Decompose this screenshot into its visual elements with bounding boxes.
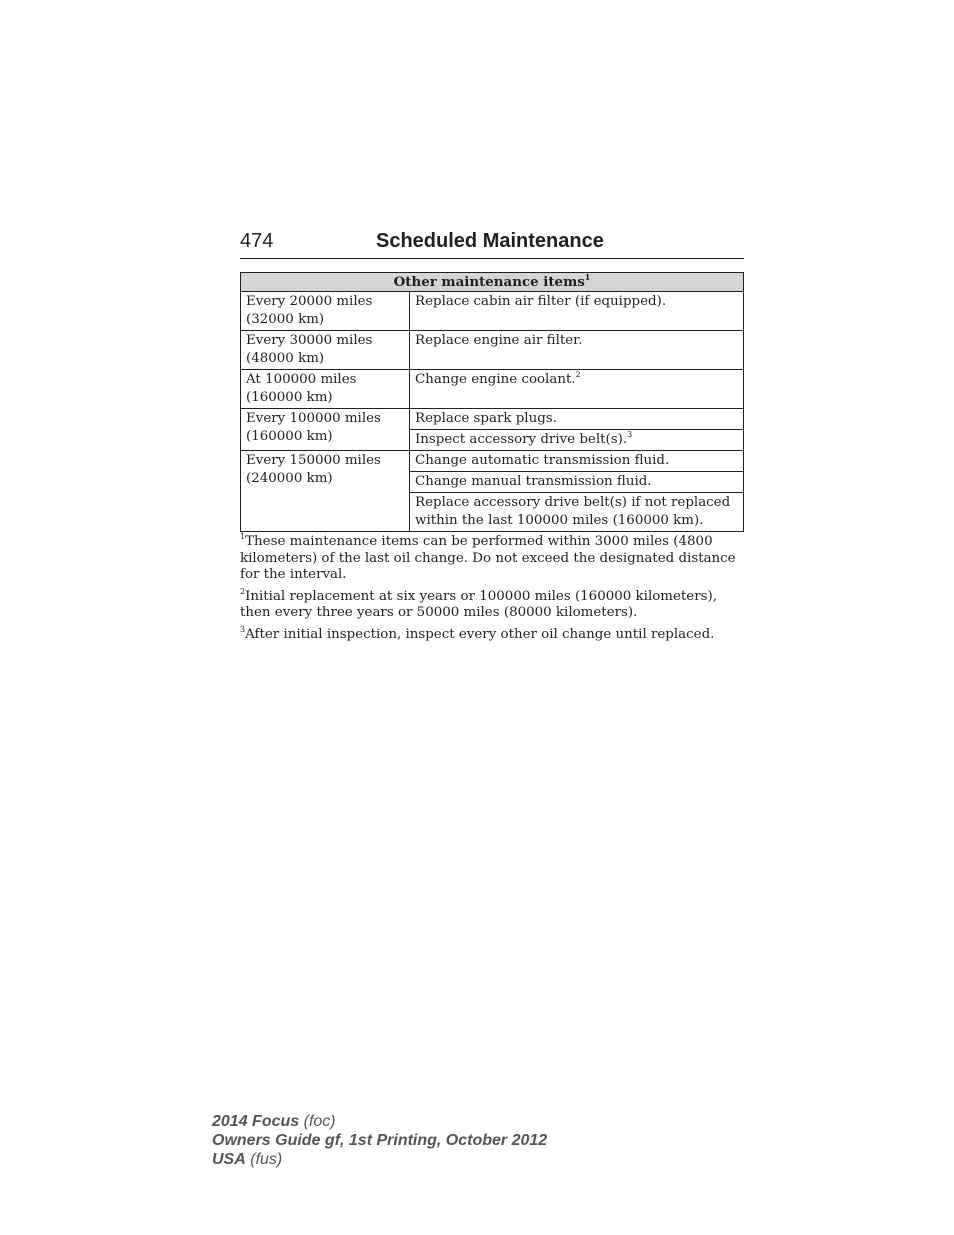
footnote-ref: 2 [575, 370, 581, 379]
page-number: 474 [240, 230, 274, 252]
footnote: $^1$These maintenance items can be performed within 3000 miles (4800 kilometers) of the last oil change. Do not exceed the designated distance for the interval. [240, 532, 736, 582]
table-row [241, 370, 744, 409]
footer-region-line: USA (fus) [212, 1151, 283, 1168]
interval-cell: Every 100000 miles (160000 km) [241, 409, 410, 451]
table-row [241, 331, 744, 370]
table-row [241, 409, 744, 430]
action-cell: Replace spark plugs. [410, 409, 744, 430]
footnote-mark: 2 [240, 586, 246, 596]
interval-cell: Every 20000 miles (32000 km) [241, 292, 410, 331]
table-header-row [241, 273, 744, 292]
footnote: $^2$Initial replacement at six years or 100000 miles (160000 kilometers), then every three years or 50000 miles (80000 kilometers). [240, 586, 717, 620]
action-cell: Change automatic transmission fluid. [410, 451, 744, 472]
maintenance-table [240, 272, 744, 532]
page-footer [212, 1112, 547, 1169]
action-cell: Inspect accessory drive belt(s).$^3$ [410, 430, 744, 451]
table-row [241, 292, 744, 331]
footnotes [240, 534, 740, 648]
interval-cell: At 100000 miles (160000 km) [241, 370, 410, 409]
footnote: $^3$After initial inspection, inspect every other oil change until replaced. [240, 624, 715, 642]
footnote-mark: 1 [240, 532, 246, 541]
footnote-mark: 3 [240, 624, 246, 634]
footnote-ref: 1 [584, 272, 591, 282]
footer-model-line: 2014 Focus (foc) [212, 1113, 336, 1130]
table-row [241, 451, 744, 472]
table-title: Other maintenance items$^1$ [241, 273, 744, 292]
section-title: Scheduled Maintenance [376, 230, 604, 252]
footer-guide-line: Owners Guide gf, 1st Printing, October 2012 [212, 1132, 548, 1149]
action-cell: Replace engine air filter. [410, 331, 744, 370]
page-header [240, 228, 744, 259]
action-cell: Change engine coolant.$^2$ [410, 370, 744, 409]
action-cell: Replace accessory drive belt(s) if not replaced within the last 100000 miles (160000 km). [410, 493, 744, 532]
footnote-ref: 3 [627, 430, 633, 439]
interval-cell: Every 150000 miles (240000 km) [241, 451, 410, 532]
interval-cell: Every 30000 miles (48000 km) [241, 331, 410, 370]
action-cell: Change manual transmission fluid. [410, 472, 744, 493]
action-cell: Replace cabin air filter (if equipped). [410, 292, 744, 331]
